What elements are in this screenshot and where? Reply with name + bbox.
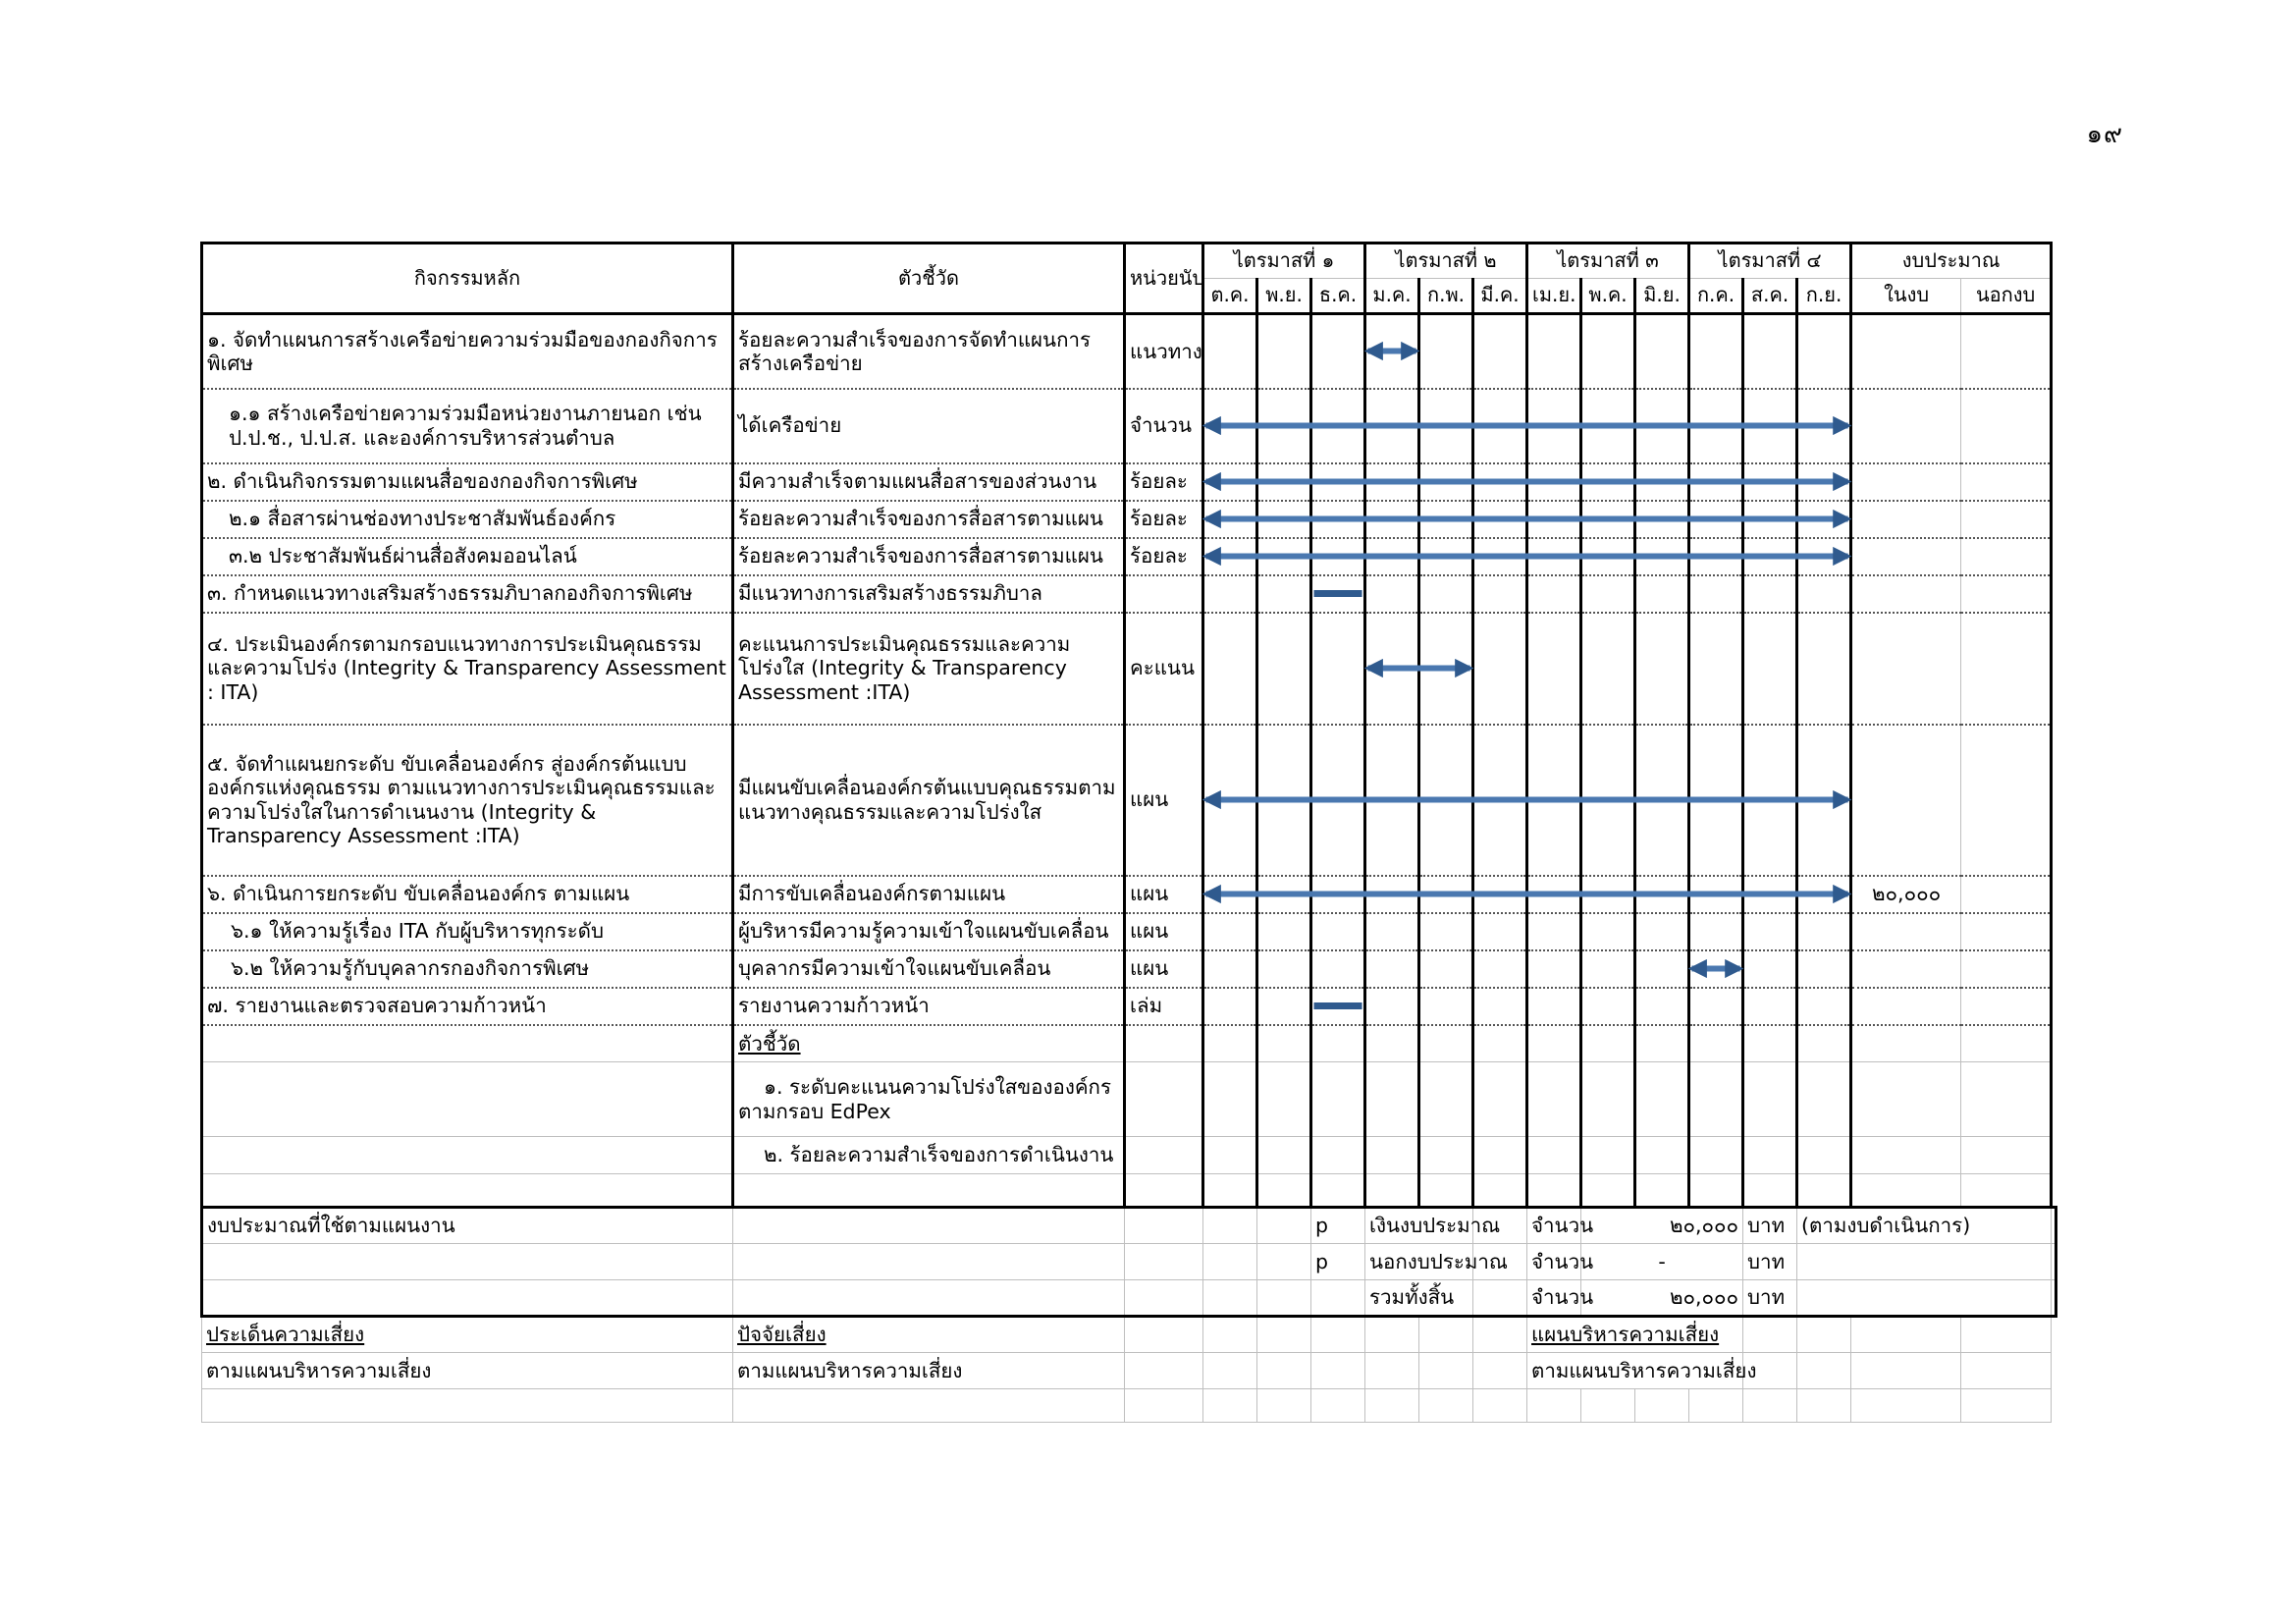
budget-currency: บาท bbox=[1743, 1280, 1797, 1317]
unit-cell: ร้อยละ bbox=[1125, 463, 1203, 501]
header-month: ก.พ. bbox=[1419, 279, 1473, 314]
indicator-cell: มีแผนขับเคลื่อนองค์กรต้นแบบคุณธรรมตามแนวทางคุณธรรมและความโปร่งใส bbox=[733, 725, 1125, 876]
header-activity: กิจกรรมหลัก bbox=[202, 244, 733, 314]
risk-factor-value: ตามแผนบริหารความเสี่ยง bbox=[733, 1353, 1125, 1389]
indicator-cell: ร้อยละความสำเร็จของการสื่อสารตามแผน bbox=[733, 538, 1125, 575]
table-row bbox=[202, 988, 2056, 1025]
budget-type: นอกงบประมาณ bbox=[1365, 1244, 1473, 1280]
kpi-heading: ตัวชี้วัด bbox=[733, 1025, 1125, 1062]
unit-cell: แผน bbox=[1125, 913, 1203, 950]
kpi-row bbox=[202, 1025, 2056, 1062]
indicator-cell: รายงานความก้าวหน้า bbox=[733, 988, 1125, 1025]
table-row bbox=[202, 538, 2056, 575]
budget-amount-label: จำนวน bbox=[1527, 1280, 1581, 1317]
activity-cell: ๓.๒ ประชาสัมพันธ์ผ่านสื่อสังคมออนไลน์ bbox=[202, 538, 733, 575]
activity-cell: ๖.๒ ให้ความรู้กับบุคลากรกองกิจการพิเศษ bbox=[202, 950, 733, 988]
indicator-cell: มีการขับเคลื่อนองค์กรตามแผน bbox=[733, 876, 1125, 913]
activity-cell: ๑.๑ สร้างเครือข่ายความร่วมมือหน่วยงานภายนอก เช่น ป.ป.ช., ป.ป.ส. และองค์การบริหารส่วนตำบล bbox=[202, 389, 733, 463]
kpi-row bbox=[202, 1062, 2056, 1137]
risk-issue-value: ตามแผนบริหารความเสี่ยง bbox=[202, 1353, 733, 1389]
header-month: มี.ค. bbox=[1473, 279, 1527, 314]
activity-cell: ๒.๑ สื่อสารผ่านช่องทางประชาสัมพันธ์องค์กร bbox=[202, 501, 733, 538]
unit-cell: ร้อยละ bbox=[1125, 501, 1203, 538]
table-row bbox=[202, 876, 2056, 913]
unit-cell: จำนวน bbox=[1125, 389, 1203, 463]
table-row bbox=[202, 725, 2056, 876]
table-row bbox=[202, 463, 2056, 501]
budget-amount: ๒๐,๐๐๐ bbox=[1581, 1280, 1743, 1317]
unit-cell: เล่ม bbox=[1125, 988, 1203, 1025]
risk-issue-heading: ประเด็นความเสี่ยง bbox=[202, 1317, 733, 1353]
kpi-row bbox=[202, 1174, 2056, 1208]
table-row bbox=[202, 314, 2056, 389]
risk-plan-value: ตามแผนบริหารความเสี่ยง bbox=[1527, 1353, 1743, 1389]
indicator-cell: บุคลากรมีความเข้าใจแผนขับเคลื่อน bbox=[733, 950, 1125, 988]
indicator-cell: มีความสำเร็จตามแผนสื่อสารของส่วนงาน bbox=[733, 463, 1125, 501]
budget-row bbox=[202, 1208, 2056, 1244]
header-month: ธ.ค. bbox=[1311, 279, 1365, 314]
budget-note bbox=[1797, 1244, 2052, 1280]
header-row bbox=[202, 244, 2056, 279]
table-row bbox=[202, 389, 2056, 463]
budget-amount: - bbox=[1581, 1244, 1743, 1280]
activity-cell: ๕. จัดทำแผนยกระดับ ขับเคลื่อนองค์กร สู่องค์กรต้นแบบองค์กรแห่งคุณธรรม ตามแนวทางการประเมินคุณธรรมและความโปร่งใสในการดำเนนงาน (Integrity & Transparency Assessment :ITA) bbox=[202, 725, 733, 876]
unit-cell: คะแนน bbox=[1125, 613, 1203, 725]
budget-amount: ๒๐,๐๐๐ bbox=[1581, 1208, 1743, 1244]
activity-cell: ๒. ดำเนินกิจกรรมตามแผนสื่อของกองกิจการพิเศษ bbox=[202, 463, 733, 501]
table-row bbox=[202, 501, 2056, 538]
header-quarter-4: ไตรมาสที่ ๔ bbox=[1689, 244, 1851, 279]
header-month: พ.ค. bbox=[1581, 279, 1635, 314]
header-indicator: ตัวชี้วัด bbox=[733, 244, 1125, 314]
budget-note: (ตามงบดำเนินการ) bbox=[1797, 1208, 2052, 1244]
activity-cell: ๑. จัดทำแผนการสร้างเครือข่ายความร่วมมือของกองกิจการพิเศษ bbox=[202, 314, 733, 389]
risk-row bbox=[202, 1317, 2056, 1353]
activity-plan-table bbox=[200, 242, 2057, 1423]
budget-label: งบประมาณที่ใช้ตามแผนงาน bbox=[202, 1208, 733, 1244]
header-out-budget: นอกงบ bbox=[1961, 279, 2052, 314]
header-unit: หน่วยนับ bbox=[1125, 244, 1203, 314]
kpi-row bbox=[202, 1137, 2056, 1174]
unit-cell bbox=[1125, 575, 1203, 613]
indicator-cell: ได้เครือข่าย bbox=[733, 389, 1125, 463]
budget-type: รวมทั้งสิ้น bbox=[1365, 1280, 1473, 1317]
activity-cell: ๓. กำหนดแนวทางเสริมสร้างธรรมภิบาลกองกิจการพิเศษ bbox=[202, 575, 733, 613]
header-month: ต.ค. bbox=[1203, 279, 1257, 314]
header-month: ก.ย. bbox=[1797, 279, 1851, 314]
risk-plan-heading: แผนบริหารความเสี่ยง bbox=[1527, 1317, 1743, 1353]
in-budget-amount: ๒๐,๐๐๐ bbox=[1851, 876, 1961, 913]
unit-cell: ร้อยละ bbox=[1125, 538, 1203, 575]
activity-cell: ๖. ดำเนินการยกระดับ ขับเคลื่อนองค์กร ตามแผน bbox=[202, 876, 733, 913]
unit-cell: แนวทาง bbox=[1125, 314, 1203, 389]
budget-note bbox=[1797, 1280, 2052, 1317]
table-row bbox=[202, 575, 2056, 613]
risk-factor-heading: ปัจจัยเสี่ยง bbox=[733, 1317, 1125, 1353]
budget-row bbox=[202, 1280, 2056, 1317]
header-month: ม.ค. bbox=[1365, 279, 1419, 314]
budget-currency: บาท bbox=[1743, 1208, 1797, 1244]
risk-row bbox=[202, 1389, 2056, 1423]
activity-cell: ๗. รายงานและตรวจสอบความก้าวหน้า bbox=[202, 988, 733, 1025]
budget-currency: บาท bbox=[1743, 1244, 1797, 1280]
table-row bbox=[202, 613, 2056, 725]
page-number: ๑๙ bbox=[2086, 120, 2123, 149]
table-row bbox=[202, 950, 2056, 988]
header-month: เม.ย. bbox=[1527, 279, 1581, 314]
unit-cell: แผน bbox=[1125, 950, 1203, 988]
header-budget: งบประมาณ bbox=[1851, 244, 2052, 279]
indicator-cell: ผู้บริหารมีความรู้ความเข้าใจแผนขับเคลื่อน bbox=[733, 913, 1125, 950]
activity-cell: ๖.๑ ให้ความรู้เรื่อง ITA กับผู้บริหารทุกระดับ bbox=[202, 913, 733, 950]
budget-amount-label: จำนวน bbox=[1527, 1244, 1581, 1280]
budget-type: เงินงบประมาณ bbox=[1365, 1208, 1473, 1244]
budget-bullet bbox=[1311, 1280, 1365, 1317]
header-quarter-3: ไตรมาสที่ ๓ bbox=[1527, 244, 1689, 279]
table-row bbox=[202, 913, 2056, 950]
budget-bullet: p bbox=[1311, 1208, 1365, 1244]
indicator-cell: ร้อยละความสำเร็จของการจัดทำแผนการสร้างเครือข่าย bbox=[733, 314, 1125, 389]
budget-amount-label: จำนวน bbox=[1527, 1208, 1581, 1244]
header-month: มิ.ย. bbox=[1635, 279, 1689, 314]
header-in-budget: ในงบ bbox=[1851, 279, 1961, 314]
budget-row bbox=[202, 1244, 2056, 1280]
header-quarter-2: ไตรมาสที่ ๒ bbox=[1365, 244, 1527, 279]
kpi-item-1: ๑. ระดับคะแนนความโปร่งใสขององค์กรตามกรอบ EdPex bbox=[733, 1062, 1125, 1137]
header-quarter-1: ไตรมาสที่ ๑ bbox=[1203, 244, 1365, 279]
kpi-item-2: ๒. ร้อยละความสำเร็จของการดำเนินงาน bbox=[733, 1137, 1125, 1174]
budget-bullet: p bbox=[1311, 1244, 1365, 1280]
header-month: ส.ค. bbox=[1743, 279, 1797, 314]
indicator-cell: คะแนนการประเมินคุณธรรมและความโปร่งใส (Integrity & Transparency Assessment :ITA) bbox=[733, 613, 1125, 725]
header-month: พ.ย. bbox=[1257, 279, 1311, 314]
header-month: ก.ค. bbox=[1689, 279, 1743, 314]
unit-cell: แผน bbox=[1125, 725, 1203, 876]
risk-row bbox=[202, 1353, 2056, 1389]
unit-cell: แผน bbox=[1125, 876, 1203, 913]
indicator-cell: ร้อยละความสำเร็จของการสื่อสารตามแผน bbox=[733, 501, 1125, 538]
indicator-cell: มีแนวทางการเสริมสร้างธรรมภิบาล bbox=[733, 575, 1125, 613]
activity-cell: ๔. ประเมินองค์กรตามกรอบแนวทางการประเมินคุณธรรมและความโปร่ง (Integrity & Transparency Assessment : ITA) bbox=[202, 613, 733, 725]
